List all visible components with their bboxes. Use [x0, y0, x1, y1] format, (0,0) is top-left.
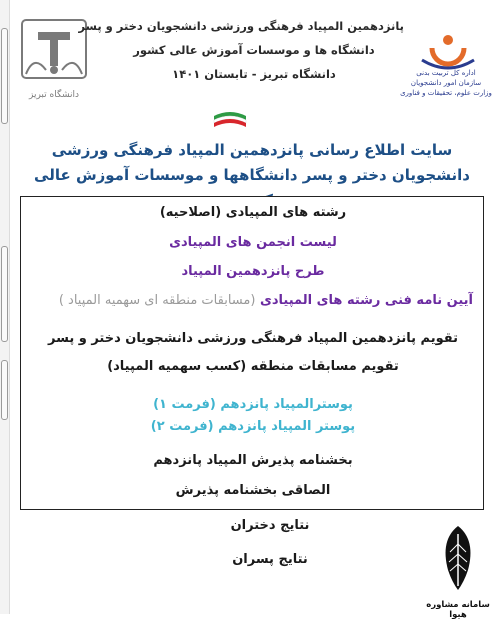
links-box: [20, 196, 484, 510]
link-boys-results[interactable]: نتایج پسران: [232, 552, 308, 567]
ministry-caption-line: اداره کل تربیت بدنی: [416, 69, 476, 77]
banner-line-1: پانزدهمین المپیاد فرهنگی ورزشی دانشجویان دختر و پسر: [78, 19, 404, 33]
banner-title: [78, 14, 404, 86]
page-tab: [1, 28, 8, 124]
page-tab: [1, 360, 8, 420]
link-admission-attachment[interactable]: الصاقی بخشنامه پذیرش: [175, 483, 331, 498]
link-technical-regulations[interactable]: [27, 293, 479, 308]
feather-pen-icon: [418, 520, 498, 600]
link-regional-calendar[interactable]: تقویم مسابقات منطقه (کسب سهمیه المپیاد): [107, 359, 399, 374]
link-olympiad-plan[interactable]: طرح پانزدهمین المپیاد: [181, 264, 325, 279]
link-olympiad-disciplines[interactable]: رشته های المپیادی (اصلاحیه): [159, 205, 347, 220]
banner-line-2: دانشگاه ها و موسسات آموزش عالی کشور: [133, 43, 375, 57]
link-olympiad-associations[interactable]: لیست انجمن های المپیادی: [169, 235, 337, 250]
watermark: [418, 520, 498, 620]
ministry-caption-line: سازمان امور دانشجویان: [410, 79, 482, 87]
link-girls-results[interactable]: نتایج دختران: [230, 518, 310, 533]
page-title: سایت اطلاع رسانی پانزدهمین المپیاد فرهنگی ورزشی دانشجویان دختر و پسر دانشگاهها و موسسات آموزش عالی: [34, 141, 470, 184]
link-poster-format-2[interactable]: پوستر المپیاد پانزدهم (فرمت ۲): [150, 419, 356, 434]
university-caption: دانشگاه تبریز: [29, 90, 79, 100]
technical-regulations-label: آیین نامه فنی رشته های المپیادی: [259, 293, 473, 308]
link-admission-circular[interactable]: بخشنامه پذیرش المپیاد پانزدهم: [153, 453, 353, 468]
ministry-caption-line: وزارت علوم، تحقیقات و فناوری: [400, 89, 492, 97]
link-poster-format-1[interactable]: پوسترالمپیاد پانزدهم (فرمت ۱): [153, 397, 353, 412]
page-tab: [1, 246, 8, 342]
page-edge-strip: [0, 0, 10, 614]
header-banner: [14, 0, 500, 132]
watermark-text: سامانه مشاوره هیوا: [426, 600, 490, 620]
link-olympiad-calendar[interactable]: تقویم پانزدهمین المپیاد فرهنگی ورزشی دانشجویان دختر و پسر: [48, 331, 458, 346]
banner-line-3: دانشگاه تبریز - تابستان ۱۴۰۱: [172, 67, 336, 81]
technical-regulations-note: (مسابقات منطقه ای سهمیه المپیاد ): [58, 293, 256, 308]
ministry-caption: [396, 68, 496, 98]
flag-swoosh-icon: [212, 110, 248, 130]
